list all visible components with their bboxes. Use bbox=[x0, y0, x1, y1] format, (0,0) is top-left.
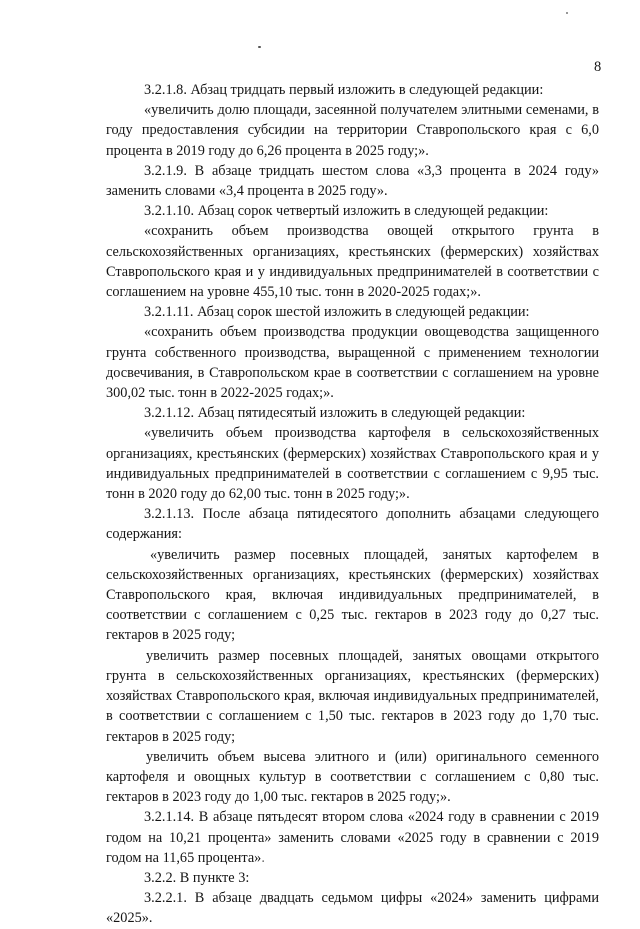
paragraph-3-2-1-9: 3.2.1.9. В абзаце тридцать шестом слова «3,3 процента в 2024 году» заменить словами «3,4 процента в 2025 году». bbox=[106, 162, 599, 200]
paragraph-3-2-1-8-heading: 3.2.1.8. Абзац тридцать первый изложить в следующей редакции: bbox=[144, 82, 544, 98]
paragraph-quote-open-ground-vegetables: «сохранить объем производства овощей открытого грунта в сельскохозяйственных организациях, крестьянских (фермерских) хозяйствах Ставропольского края и у индивидуальных предпринимателей в соответствии с соглашением на уровне 455,10 тыс. тонн в 2020-2025 годах;». bbox=[106, 223, 599, 301]
page-number: 8 bbox=[594, 59, 602, 75]
paragraph-vegetable-area: увеличить размер посевных площадей, занятых овощами открытого грунта в сельскохозяйственных организациях, крестьянских (фермерских) хозяйствах Ставропольского края, включая индивидуальных предпринимателей, в соответствии с соглашением с 1,50 тыс. гектаров в 2023 году до 1,70 тыс. гектаров в 2025 году; bbox=[106, 647, 599, 745]
paragraph-3-2-1-12-heading: 3.2.1.12. Абзац пятидесятый изложить в следующей редакции: bbox=[144, 405, 526, 422]
paragraph-elite-seeding-volume: увеличить объем высева элитного и (или) оригинального семенного картофеля и овощных культур в соответствии с соглашением с 0,80 тыс. гектаров в 2023 году до 1,00 тыс. гектаров в 2025 году;». bbox=[106, 748, 599, 806]
paragraph-3-2-1-14-text: 3.2.1.14. В абзаце пятьдесят втором слова «2024 году в сравнении с 2019 годом на 10,21 процента» заменить словами «2025 году в сравнении с 2019 годом на 11,65 процента» bbox=[106, 809, 599, 866]
paragraph-3-2-2-1: 3.2.2.1. В абзаце двадцать седьмом цифры «2024» заменить цифрами «2025». bbox=[106, 890, 599, 927]
paragraph-quote-potato-production: «увеличить объем производства картофеля в сельскохозяйственных организациях, крестьянских (фермерских) хозяйствах Ставропольского края и у индивидуальных предпринимателей в соответствии с соглашением с 9,95 тыс. тонн в 2020 году до 62,00 тыс. тонн в 2025 году;». bbox=[106, 425, 599, 503]
paragraph-3-2-1-14-tail: . bbox=[261, 849, 265, 866]
scan-speck bbox=[258, 46, 261, 48]
scan-speck bbox=[566, 12, 568, 14]
paragraph-quote-elite-seeds: «увеличить долю площади, засеянной получателем элитными семенами, в году предоставления субсидии на территории Ставропольского края с 6,0 процента в 2019 году до 6,26 процента в 2025 году;». bbox=[106, 102, 599, 159]
paragraph-3-2-2-heading: 3.2.2. В пункте 3: bbox=[144, 869, 250, 886]
paragraph-3-2-1-10-heading: 3.2.1.10. Абзац сорок четвертый изложить в следующей редакции: bbox=[144, 203, 549, 220]
paragraph-quote-greenhouse-vegetables: «сохранить объем производства продукции овощеводства защищенного грунта собственного производства, выращенной с применением технологии досвечивания, в Ставропольском крае в соответствии с соглашением на уровне 300,02 тыс. тонн в 2022-2025 годах;». bbox=[106, 324, 599, 402]
paragraph-3-2-1-14 bbox=[106, 807, 599, 868]
document-body bbox=[106, 80, 599, 929]
paragraph-quote-potato-area: «увеличить размер посевных площадей, занятых картофелем в сельскохозяйственных организациях, крестьянских (фермерских) хозяйствах Ставропольского края, включая индивидуальных предпринимателей, в соответствии с соглашением с 0,25 тыс. гектаров в 2023 году до 0,27 тыс. гектаров в 2025 году; bbox=[106, 546, 599, 644]
paragraph-3-2-1-13-heading: 3.2.1.13. После абзаца пятидесятого дополнить абзацами следующего содержания: bbox=[106, 506, 599, 543]
paragraph-3-2-1-11-heading: 3.2.1.11. Абзац сорок шестой изложить в следующей редакции: bbox=[144, 304, 530, 321]
